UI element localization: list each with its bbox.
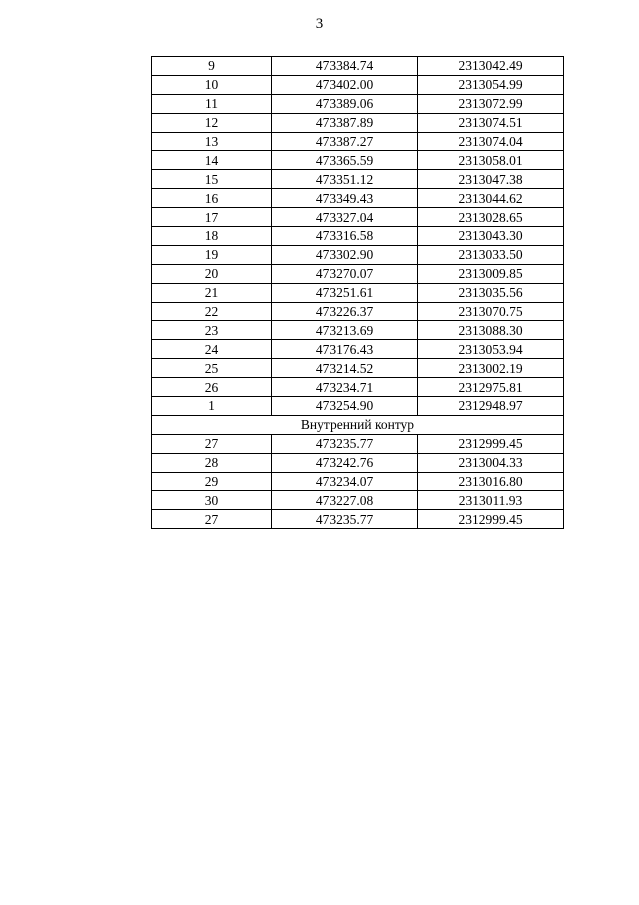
point-number-cell: 14 bbox=[152, 151, 272, 170]
point-number-cell: 22 bbox=[152, 302, 272, 321]
x-coordinate-cell: 473327.04 bbox=[272, 208, 418, 227]
table-row bbox=[152, 283, 564, 302]
x-coordinate-cell: 473270.07 bbox=[272, 264, 418, 283]
y-coordinate-cell: 2313016.80 bbox=[418, 472, 564, 491]
point-number-cell: 11 bbox=[152, 94, 272, 113]
page-number: 3 bbox=[315, 16, 324, 32]
x-coordinate-cell: 473234.71 bbox=[272, 378, 418, 397]
point-number-cell: 12 bbox=[152, 113, 272, 132]
table-row bbox=[152, 378, 564, 397]
table-row bbox=[152, 227, 564, 246]
y-coordinate-cell: 2313072.99 bbox=[418, 94, 564, 113]
point-number-cell: 10 bbox=[152, 75, 272, 94]
y-coordinate-cell: 2313043.30 bbox=[418, 227, 564, 246]
x-coordinate-cell: 473235.77 bbox=[272, 434, 418, 453]
table-row bbox=[152, 510, 564, 529]
table-row bbox=[152, 264, 564, 283]
y-coordinate-cell: 2313009.85 bbox=[418, 264, 564, 283]
table-row bbox=[152, 434, 564, 453]
point-number-cell: 24 bbox=[152, 340, 272, 359]
x-coordinate-cell: 473302.90 bbox=[272, 245, 418, 264]
y-coordinate-cell: 2313053.94 bbox=[418, 340, 564, 359]
y-coordinate-cell: 2312999.45 bbox=[418, 434, 564, 453]
y-coordinate-cell: 2313058.01 bbox=[418, 151, 564, 170]
table-row bbox=[152, 57, 564, 76]
x-coordinate-cell: 473227.08 bbox=[272, 491, 418, 510]
point-number-cell: 18 bbox=[152, 227, 272, 246]
table-row bbox=[152, 189, 564, 208]
point-number-cell: 26 bbox=[152, 378, 272, 397]
x-coordinate-cell: 473235.77 bbox=[272, 510, 418, 529]
point-number-cell: 30 bbox=[152, 491, 272, 510]
x-coordinate-cell: 473387.89 bbox=[272, 113, 418, 132]
x-coordinate-cell: 473254.90 bbox=[272, 397, 418, 416]
y-coordinate-cell: 2313035.56 bbox=[418, 283, 564, 302]
y-coordinate-cell: 2312975.81 bbox=[418, 378, 564, 397]
y-coordinate-cell: 2313028.65 bbox=[418, 208, 564, 227]
outer-contour-rows bbox=[152, 57, 564, 416]
x-coordinate-cell: 473316.58 bbox=[272, 227, 418, 246]
table-row bbox=[152, 132, 564, 151]
point-number-cell: 29 bbox=[152, 472, 272, 491]
table-row bbox=[152, 170, 564, 189]
table-row bbox=[152, 302, 564, 321]
x-coordinate-cell: 473387.27 bbox=[272, 132, 418, 151]
point-number-cell: 1 bbox=[152, 397, 272, 416]
y-coordinate-cell: 2312999.45 bbox=[418, 510, 564, 529]
point-number-cell: 28 bbox=[152, 453, 272, 472]
table-row bbox=[152, 321, 564, 340]
x-coordinate-cell: 473402.00 bbox=[272, 75, 418, 94]
y-coordinate-cell: 2313047.38 bbox=[418, 170, 564, 189]
y-coordinate-cell: 2313004.33 bbox=[418, 453, 564, 472]
section-header bbox=[152, 415, 564, 434]
x-coordinate-cell: 473213.69 bbox=[272, 321, 418, 340]
table-row bbox=[152, 397, 564, 416]
x-coordinate-cell: 473226.37 bbox=[272, 302, 418, 321]
y-coordinate-cell: 2313074.04 bbox=[418, 132, 564, 151]
point-number-cell: 25 bbox=[152, 359, 272, 378]
y-coordinate-cell: 2312948.97 bbox=[418, 397, 564, 416]
x-coordinate-cell: 473351.12 bbox=[272, 170, 418, 189]
point-number-cell: 15 bbox=[152, 170, 272, 189]
table-row bbox=[152, 151, 564, 170]
table-row bbox=[152, 94, 564, 113]
coordinates-table bbox=[151, 56, 564, 529]
x-coordinate-cell: 473214.52 bbox=[272, 359, 418, 378]
x-coordinate-cell: 473384.74 bbox=[272, 57, 418, 76]
point-number-cell: 16 bbox=[152, 189, 272, 208]
x-coordinate-cell: 473389.06 bbox=[272, 94, 418, 113]
point-number-cell: 27 bbox=[152, 434, 272, 453]
table-row bbox=[152, 359, 564, 378]
y-coordinate-cell: 2313070.75 bbox=[418, 302, 564, 321]
x-coordinate-cell: 473349.43 bbox=[272, 189, 418, 208]
point-number-cell: 9 bbox=[152, 57, 272, 76]
inner-contour-rows bbox=[152, 434, 564, 528]
point-number-cell: 13 bbox=[152, 132, 272, 151]
x-coordinate-cell: 473234.07 bbox=[272, 472, 418, 491]
section-header-row bbox=[152, 415, 564, 434]
table-row bbox=[152, 453, 564, 472]
x-coordinate-cell: 473365.59 bbox=[272, 151, 418, 170]
table-row bbox=[152, 75, 564, 94]
x-coordinate-cell: 473251.61 bbox=[272, 283, 418, 302]
table-row bbox=[152, 113, 564, 132]
y-coordinate-cell: 2313054.99 bbox=[418, 75, 564, 94]
y-coordinate-cell: 2313074.51 bbox=[418, 113, 564, 132]
point-number-cell: 23 bbox=[152, 321, 272, 340]
point-number-cell: 20 bbox=[152, 264, 272, 283]
y-coordinate-cell: 2313002.19 bbox=[418, 359, 564, 378]
x-coordinate-cell: 473176.43 bbox=[272, 340, 418, 359]
y-coordinate-cell: 2313033.50 bbox=[418, 245, 564, 264]
y-coordinate-cell: 2313044.62 bbox=[418, 189, 564, 208]
y-coordinate-cell: 2313088.30 bbox=[418, 321, 564, 340]
point-number-cell: 19 bbox=[152, 245, 272, 264]
section-label: Внутренний контур bbox=[152, 415, 564, 434]
table-row bbox=[152, 491, 564, 510]
table-row bbox=[152, 340, 564, 359]
table-row bbox=[152, 245, 564, 264]
point-number-cell: 27 bbox=[152, 510, 272, 529]
y-coordinate-cell: 2313042.49 bbox=[418, 57, 564, 76]
table-row bbox=[152, 472, 564, 491]
x-coordinate-cell: 473242.76 bbox=[272, 453, 418, 472]
point-number-cell: 21 bbox=[152, 283, 272, 302]
table-row bbox=[152, 208, 564, 227]
y-coordinate-cell: 2313011.93 bbox=[418, 491, 564, 510]
point-number-cell: 17 bbox=[152, 208, 272, 227]
